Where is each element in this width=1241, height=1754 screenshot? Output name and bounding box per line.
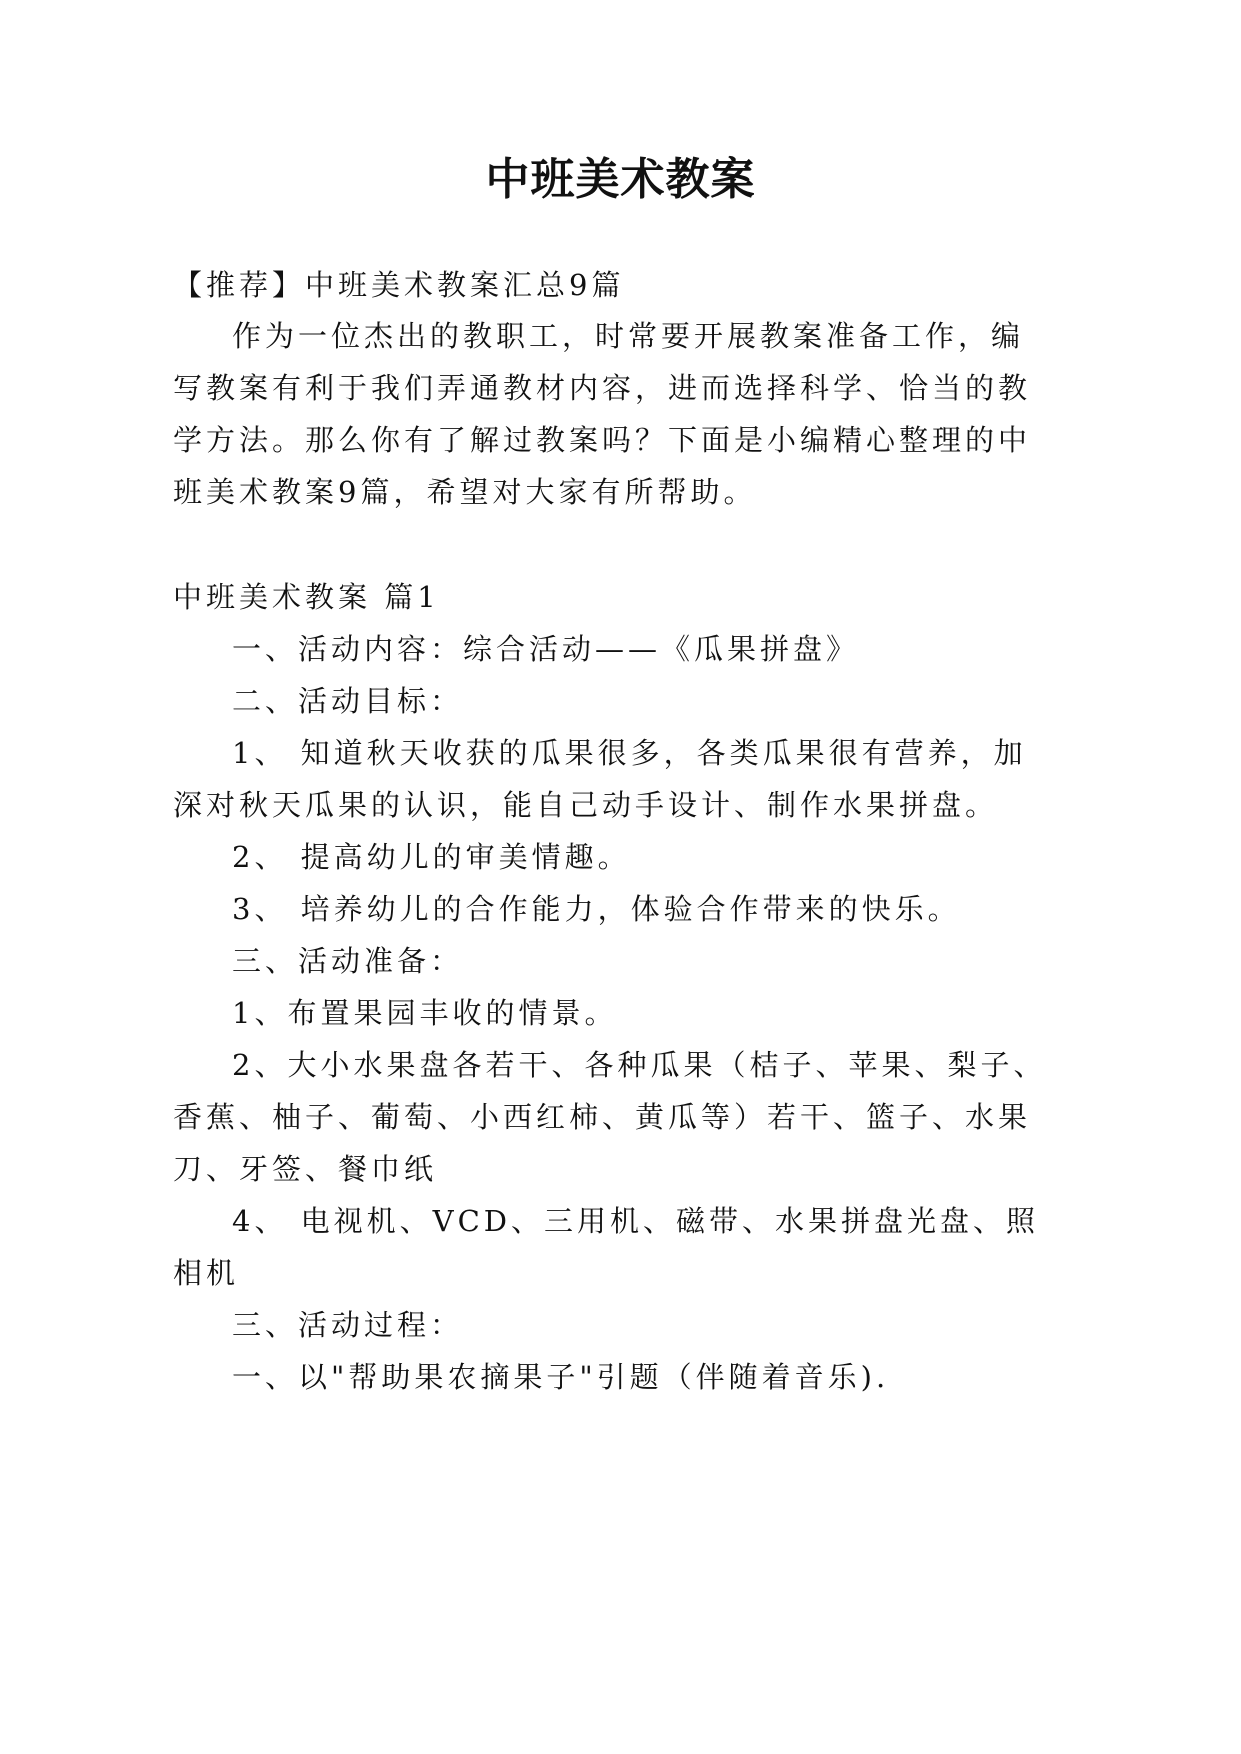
paragraph-line: 4、 电视机、VCD、三用机、磁带、水果拼盘光盘、照	[232, 1204, 1040, 1238]
paragraph-line: 一、活动内容：综合活动——《瓜果拼盘》	[232, 632, 860, 666]
paragraph-line: 三、活动过程：	[232, 1308, 464, 1342]
paragraph-line: 相机	[173, 1256, 240, 1290]
paragraph-line: 1、 知道秋天收获的瓜果很多，各类瓜果很有营养，加	[232, 736, 1027, 770]
paragraph-line: 深对秋天瓜果的认识，能自己动手设计、制作水果拼盘。	[173, 788, 999, 822]
paragraph-line: 3、 培养幼儿的合作能力，体验合作带来的快乐。	[232, 892, 961, 926]
paragraph-line: 刀、牙签、餐巾纸	[173, 1152, 438, 1186]
paragraph-line: 三、活动准备：	[232, 944, 464, 978]
paragraph-line: 班美术教案9篇，希望对大家有所帮助。	[173, 475, 757, 509]
paragraph-line: 2、大小水果盘各若干、各种瓜果（桔子、苹果、梨子、	[232, 1048, 1047, 1082]
section-heading: 中班美术教案 篇1	[173, 580, 440, 614]
paragraph-line: 一、以"帮助果农摘果子"引题（伴随着音乐).	[232, 1360, 890, 1394]
paragraph-line: 学方法。那么你有了解过教案吗？下面是小编精心整理的中	[173, 423, 1032, 457]
paragraph-line: 香蕉、柚子、葡萄、小西红柿、黄瓜等）若干、篮子、水果	[173, 1100, 1032, 1134]
subtitle-line: 【推荐】中班美术教案汇总9篇	[173, 268, 625, 302]
paragraph-line: 二、活动目标：	[232, 684, 464, 718]
paragraph-line: 2、 提高幼儿的审美情趣。	[232, 840, 631, 874]
paragraph-line: 1、布置果园丰收的情景。	[232, 996, 618, 1030]
document-title: 中班美术教案	[485, 154, 756, 205]
paragraph-line: 作为一位杰出的教职工，时常要开展教案准备工作，编	[232, 319, 1025, 353]
paragraph-line: 写教案有利于我们弄通教材内容，进而选择科学、恰当的教	[173, 371, 1032, 405]
